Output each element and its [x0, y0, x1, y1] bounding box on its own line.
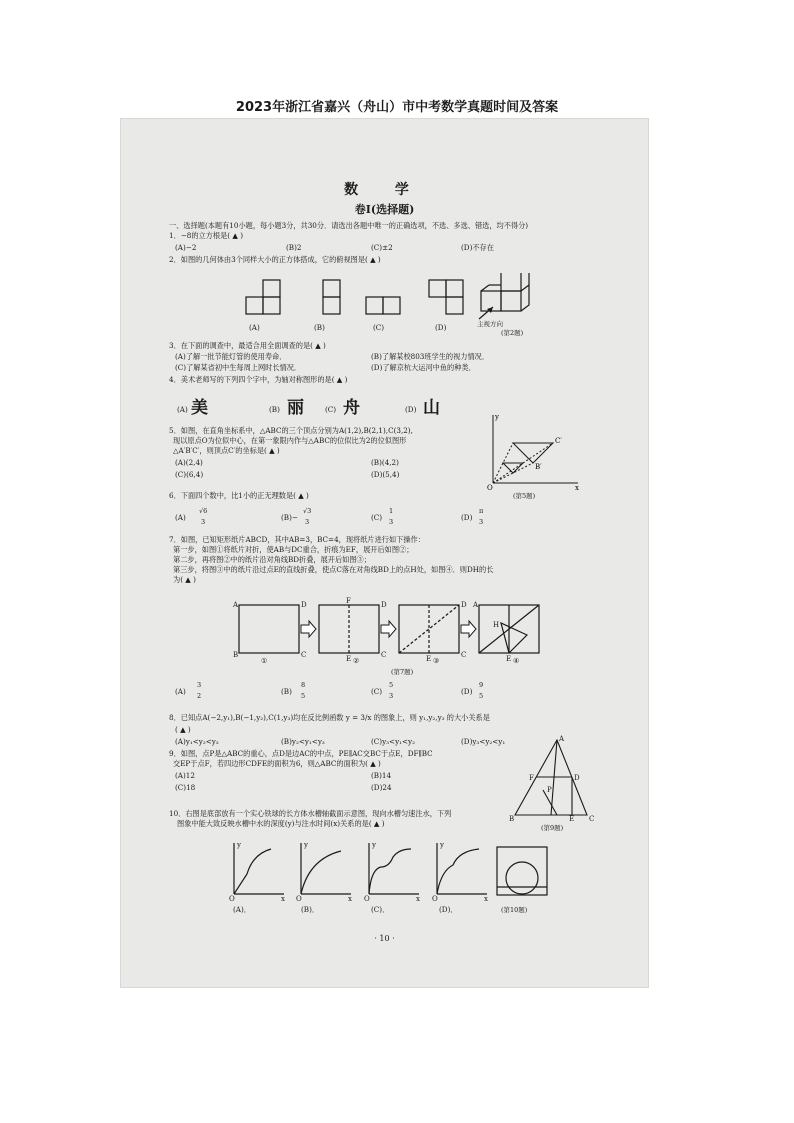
q7-num-b: 8	[301, 681, 306, 689]
q9-option-b: (B)14	[371, 771, 392, 780]
q8-option-a: (A)y₁<y₂<y₃	[175, 737, 219, 746]
q7-option-c: (C)	[371, 687, 383, 696]
q10-caption: (第10题)	[501, 906, 528, 914]
q4-option-d: (D)	[405, 405, 417, 414]
q4-option-a: (A)	[177, 405, 188, 414]
q6-stem: 6．下面四个数中，比1小的正无理数是( ▲ )	[169, 491, 309, 500]
q3-option-b: (B)了解某校803班学生的视力情况．	[371, 352, 490, 361]
q7-folding-figure	[221, 595, 541, 667]
q7-den-a: 2	[197, 692, 202, 700]
q3-option-a: (A)了解一批节能灯管的使用寿命．	[175, 352, 287, 361]
svg-text:O: O	[487, 484, 493, 491]
svg-text:y: y	[372, 841, 376, 849]
svg-text:C′: C′	[555, 437, 562, 445]
svg-text:E: E	[426, 655, 432, 663]
q7-line-2: 第一步，如图①将纸片对折，使AB与DC重合，折痕为EF，展开后如图②；	[173, 545, 414, 554]
svg-text:D: D	[461, 601, 467, 609]
q4-char-d: 山	[423, 398, 440, 418]
q7-option-b: (B)	[281, 687, 292, 696]
q6-num-b: √3	[303, 507, 312, 515]
q1-stem: 1．−8的立方根是( ▲ )	[169, 231, 243, 240]
svg-text:D: D	[574, 774, 580, 782]
q10-graphs-figure	[229, 839, 559, 903]
q5-option-a: (A)(2,4)	[175, 458, 203, 467]
q7-num-c: 5	[389, 681, 394, 689]
q6-option-c: (C)	[371, 513, 383, 522]
svg-text:F: F	[346, 597, 351, 605]
q10-line-1: 10．右图是底部放有一个实心铁球的长方体水槽轴截面示意图，现向水槽匀速注水，下列	[169, 809, 452, 818]
q6-num-a: √6	[199, 507, 208, 515]
q6-den-a: 3	[201, 518, 206, 526]
q7-den-c: 3	[389, 692, 394, 700]
svg-text:x: x	[416, 895, 420, 903]
svg-text:A: A	[559, 735, 565, 743]
q8-line-2: ( ▲ )	[175, 725, 191, 734]
q7-line-1: 7．如图，已知矩形纸片ABCD，其中AB=3，BC=4，现将纸片进行如下操作：	[169, 535, 425, 544]
q7-num-a: 3	[197, 681, 202, 689]
svg-text:x: x	[575, 484, 579, 491]
q7-option-d: (D)	[461, 687, 473, 696]
q8-option-b: (B)y₂<y₁<y₃	[281, 737, 325, 746]
q4-stem: 4．美术老师写的下列四个字中，为轴对称图形的是( ▲ )	[169, 375, 348, 384]
q9-option-a: (A)12	[175, 771, 195, 780]
exam-page-scan	[120, 118, 649, 988]
svg-text:O: O	[364, 895, 370, 903]
svg-text:O: O	[296, 895, 302, 903]
q1-option-b: (B)2	[286, 243, 302, 252]
svg-text:C: C	[381, 651, 387, 659]
q10-line-2: 图象中能大致反映水槽中水的深度(y)与注水时间(x)关系的是( ▲ )	[177, 819, 385, 828]
q9-line-2: 交EP于点F，若四边形CDFE的面积为6，则△ABC的面积为( ▲ )	[173, 759, 381, 768]
svg-text:P: P	[547, 786, 552, 794]
q2-arrow-label: 主视方向	[477, 320, 503, 328]
svg-text:y: y	[495, 413, 499, 421]
svg-text:E: E	[569, 815, 575, 821]
q1-option-a: (A)−2	[175, 243, 197, 252]
q7-num-d: 9	[479, 681, 484, 689]
q5-line-2: 现以原点O为位似中心，在第一象限内作与△ABC的位似比为2的位似图形	[173, 436, 407, 445]
q8-option-c: (C)y₃<y₁<y₂	[371, 737, 415, 746]
q2-option-c: (C)	[373, 323, 385, 332]
q4-option-b: (B)	[269, 405, 280, 414]
svg-text:D: D	[381, 601, 387, 609]
svg-text:x: x	[348, 895, 352, 903]
q6-den-d: 3	[479, 518, 484, 526]
q6-den-b: 3	[305, 518, 310, 526]
svg-text:O: O	[229, 895, 235, 903]
q7-line-3: 第二步，再将图②中的纸片沿对角线BD折叠，展开后如图③；	[173, 555, 371, 564]
q3-option-c: (C)了解某省初中生每周上网时长情况．	[175, 363, 302, 372]
q3-stem: 3．在下面的调查中，最适合用全面调查的是( ▲ )	[169, 341, 326, 350]
q7-line-5: 为( ▲ )	[173, 575, 196, 584]
q6-option-d: (D)	[461, 513, 473, 522]
svg-text:D: D	[301, 601, 307, 609]
q10-option-b: (B)．	[301, 905, 320, 914]
svg-text:x: x	[484, 895, 488, 903]
q4-option-c: (C)	[325, 405, 337, 414]
q9-triangle-figure	[507, 735, 597, 821]
svg-text:E: E	[346, 655, 352, 663]
section-intro: 一、选择题(本题有10小题，每小题3分，共30分．请选出各题中唯一的正确选项，不选、多选、错选，均不得分)	[169, 221, 529, 230]
q4-char-b: 丽	[287, 398, 304, 418]
q9-option-d: (D)24	[371, 783, 392, 792]
svg-text:A: A	[233, 601, 239, 609]
q5-option-b: (B)(4,2)	[371, 458, 399, 467]
svg-text:y: y	[440, 841, 444, 849]
q7-caption: (第7题)	[391, 668, 414, 676]
svg-text:x: x	[281, 895, 285, 903]
q7-step-4: ④	[513, 656, 520, 665]
q2-caption: (第2题)	[501, 329, 524, 337]
q6-num-d: π	[479, 507, 484, 515]
q6-num-c: 1	[389, 507, 394, 515]
svg-text:C: C	[589, 815, 595, 821]
q7-option-a: (A)	[175, 687, 186, 696]
q5-caption: (第5题)	[513, 492, 536, 500]
q6-option-b: (B)−	[281, 513, 298, 522]
q2-stem: 2．如图的几何体由3个同样大小的正方体搭成，它的俯视图是( ▲ )	[169, 255, 381, 264]
svg-text:y: y	[237, 841, 241, 849]
q6-den-c: 3	[389, 518, 394, 526]
q7-line-4: 第三步，将图③中的纸片沿过点E的直线折叠，使点C落在对角线BD上的点H处，如图④．则DH的长	[173, 565, 494, 574]
q8-option-d: (D)y₃<y₂<y₁	[461, 737, 506, 746]
svg-text:F: F	[529, 774, 534, 782]
q10-option-a: (A)．	[233, 905, 251, 914]
q5-line-3: △A′B′C′，则顶点C′的坐标是( ▲ )	[173, 446, 280, 455]
q2-top-views-figure	[241, 273, 571, 323]
q9-option-c: (C)18	[175, 783, 196, 792]
volume-title: 卷Ⅰ(选择题)	[354, 203, 415, 216]
q10-option-d: (D)．	[439, 905, 458, 914]
svg-text:C: C	[301, 651, 307, 659]
svg-text:H: H	[493, 621, 500, 629]
q9-caption: (第9题)	[541, 824, 564, 832]
svg-text:E: E	[506, 655, 512, 663]
q7-step-1: ①	[261, 656, 268, 665]
q6-option-a: (A)	[175, 513, 186, 522]
page-number: · 10 ·	[374, 934, 395, 943]
q9-line-1: 9．如图，点P是△ABC的重心，点D是边AC的中点，PE∥AC交BC于点E，DF∥BC	[169, 749, 433, 758]
q5-coordinate-figure	[483, 411, 583, 491]
q5-option-c: (C)(6,4)	[175, 470, 204, 479]
q7-den-b: 5	[301, 692, 306, 700]
svg-text:B′: B′	[535, 463, 542, 471]
q2-option-a: (A)	[249, 323, 260, 332]
svg-text:C: C	[461, 651, 467, 659]
q4-char-c: 舟	[343, 398, 360, 418]
svg-text:O: O	[432, 895, 438, 903]
q2-option-b: (B)	[314, 323, 325, 332]
document-title: 2023年浙江省嘉兴（舟山）市中考数学真题时间及答案	[235, 100, 559, 115]
svg-text:y: y	[304, 841, 308, 849]
q5-line-1: 5．如图，在直角坐标系中，△ABC的三个顶点分别为A(1,2),B(2,1),C(3,2),	[169, 426, 413, 435]
svg-text:B: B	[509, 815, 515, 821]
subject-title: 数 学	[344, 182, 425, 198]
q5-option-d: (D)(5,4)	[371, 470, 400, 479]
q1-option-c: (C)±2	[371, 243, 393, 252]
q3-option-d: (D)了解京杭大运河中鱼的种类．	[371, 363, 476, 372]
q1-option-d: (D)不存在	[461, 243, 494, 252]
svg-text:A: A	[473, 601, 479, 609]
q4-char-a: 美	[191, 398, 208, 418]
q7-step-2: ②	[353, 656, 360, 665]
q7-step-3: ③	[433, 656, 440, 665]
q8-line-1: 8．已知点A(−2,y₁),B(−1,y₂),C(1,y₃)均在反比例函数 y = 3/x 的图象上，则 y₁,y₂,y₃ 的大小关系是	[169, 713, 490, 722]
q7-den-d: 5	[479, 692, 484, 700]
q10-option-c: (C)．	[371, 905, 390, 914]
svg-text:B: B	[233, 651, 239, 659]
q2-option-d: (D)	[435, 323, 447, 332]
